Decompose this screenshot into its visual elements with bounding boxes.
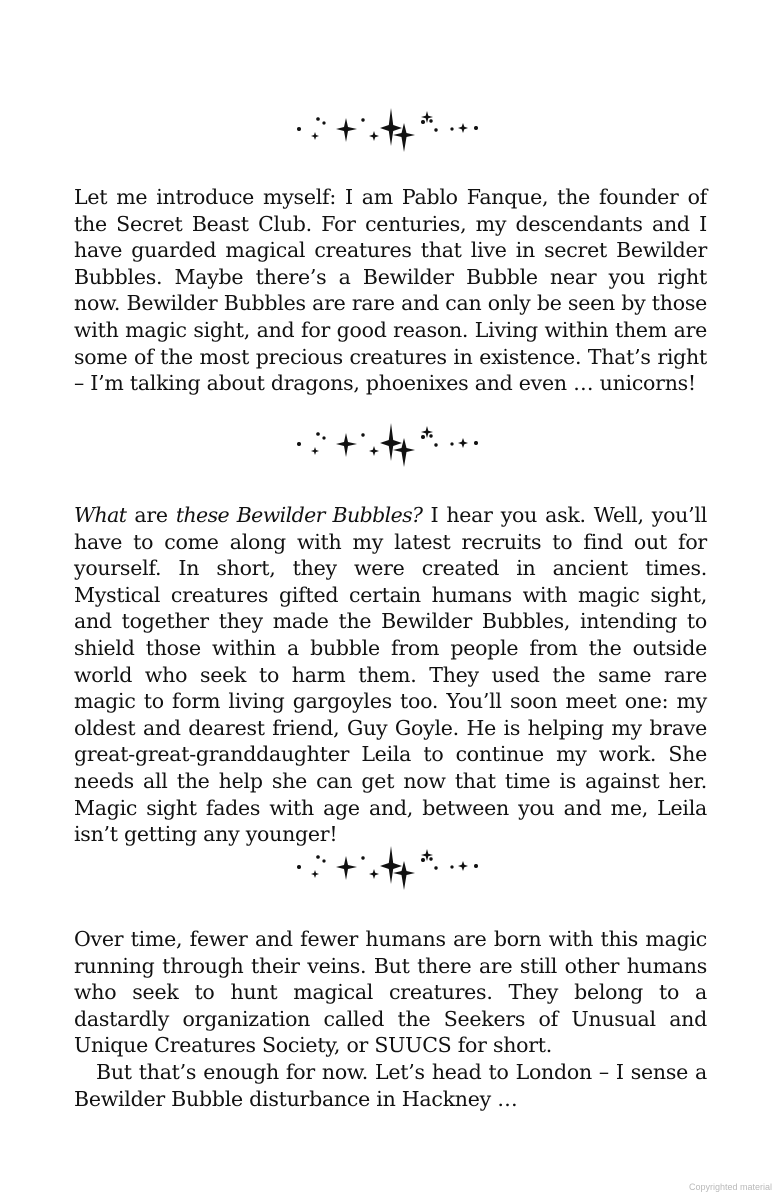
intro-paragraph: Let me introduce myself: I am Pablo Fanque, the founder of the Secret Beast Club. For centuries, my descendants and I have guarded magical creatures that live in secret Bewilder Bubbles. Maybe there’s a Bewilder Bubble near you right now. Bewilder Bubbles are rare and can only be seen by those with magic sight, and for good reason. Living within them are some of the most precious creatures in existence. That’s right – I’m talking about dragons, phoenixes and even … unicorns!	[74, 185, 707, 396]
paragraph-text: I hear you ask. Well, you’ll have to come along with my latest recruits to find out for yourself. In short, they were created in ancient times. Mystical creatures gifted certain humans with magic sight, and together they made the Bewilder Bubbles, intending to shield those within a bubble from people from the outside world who seek to harm them. They used the same rare magic to form living gargoyles too. You’ll soon meet one: my oldest and dearest friend, Guy Goyle. He is helping my brave great-great-granddaughter Leila to continue my work. She needs all the help she can get now that time is against her. Magic sight fades with age and, between you and me, Leila isn’t getting any younger!	[74, 503, 708, 847]
paragraph-text: are	[126, 503, 176, 527]
copyright-watermark: Copyrighted material	[688, 1182, 772, 1192]
sparkle-stars-icon	[291, 415, 483, 475]
suucs-paragraph: Over time, fewer and fewer humans are born with this magic running through their veins. But there are still other humans who seek to hunt magical creatures. They belong to a dastardly organization called the Seekers of Unusual and Unique Creatures Society, or SUUCS for short.	[74, 927, 707, 1058]
sparkle-divider-icon	[291, 100, 483, 160]
sparkle-divider-icon	[291, 415, 483, 475]
sparkle-divider-icon	[291, 838, 483, 898]
closing-paragraph: But that’s enough for now. Let’s head to London – I sense a Bewilder Bubble disturbance in Hackney …	[74, 1060, 707, 1111]
sparkle-stars-icon	[291, 838, 483, 898]
italic-question: these Bewilder Bubbles?	[175, 503, 423, 527]
bewilder-bubbles-paragraph	[74, 502, 707, 848]
italic-what: What	[74, 503, 127, 527]
sparkle-stars-icon	[291, 100, 483, 160]
